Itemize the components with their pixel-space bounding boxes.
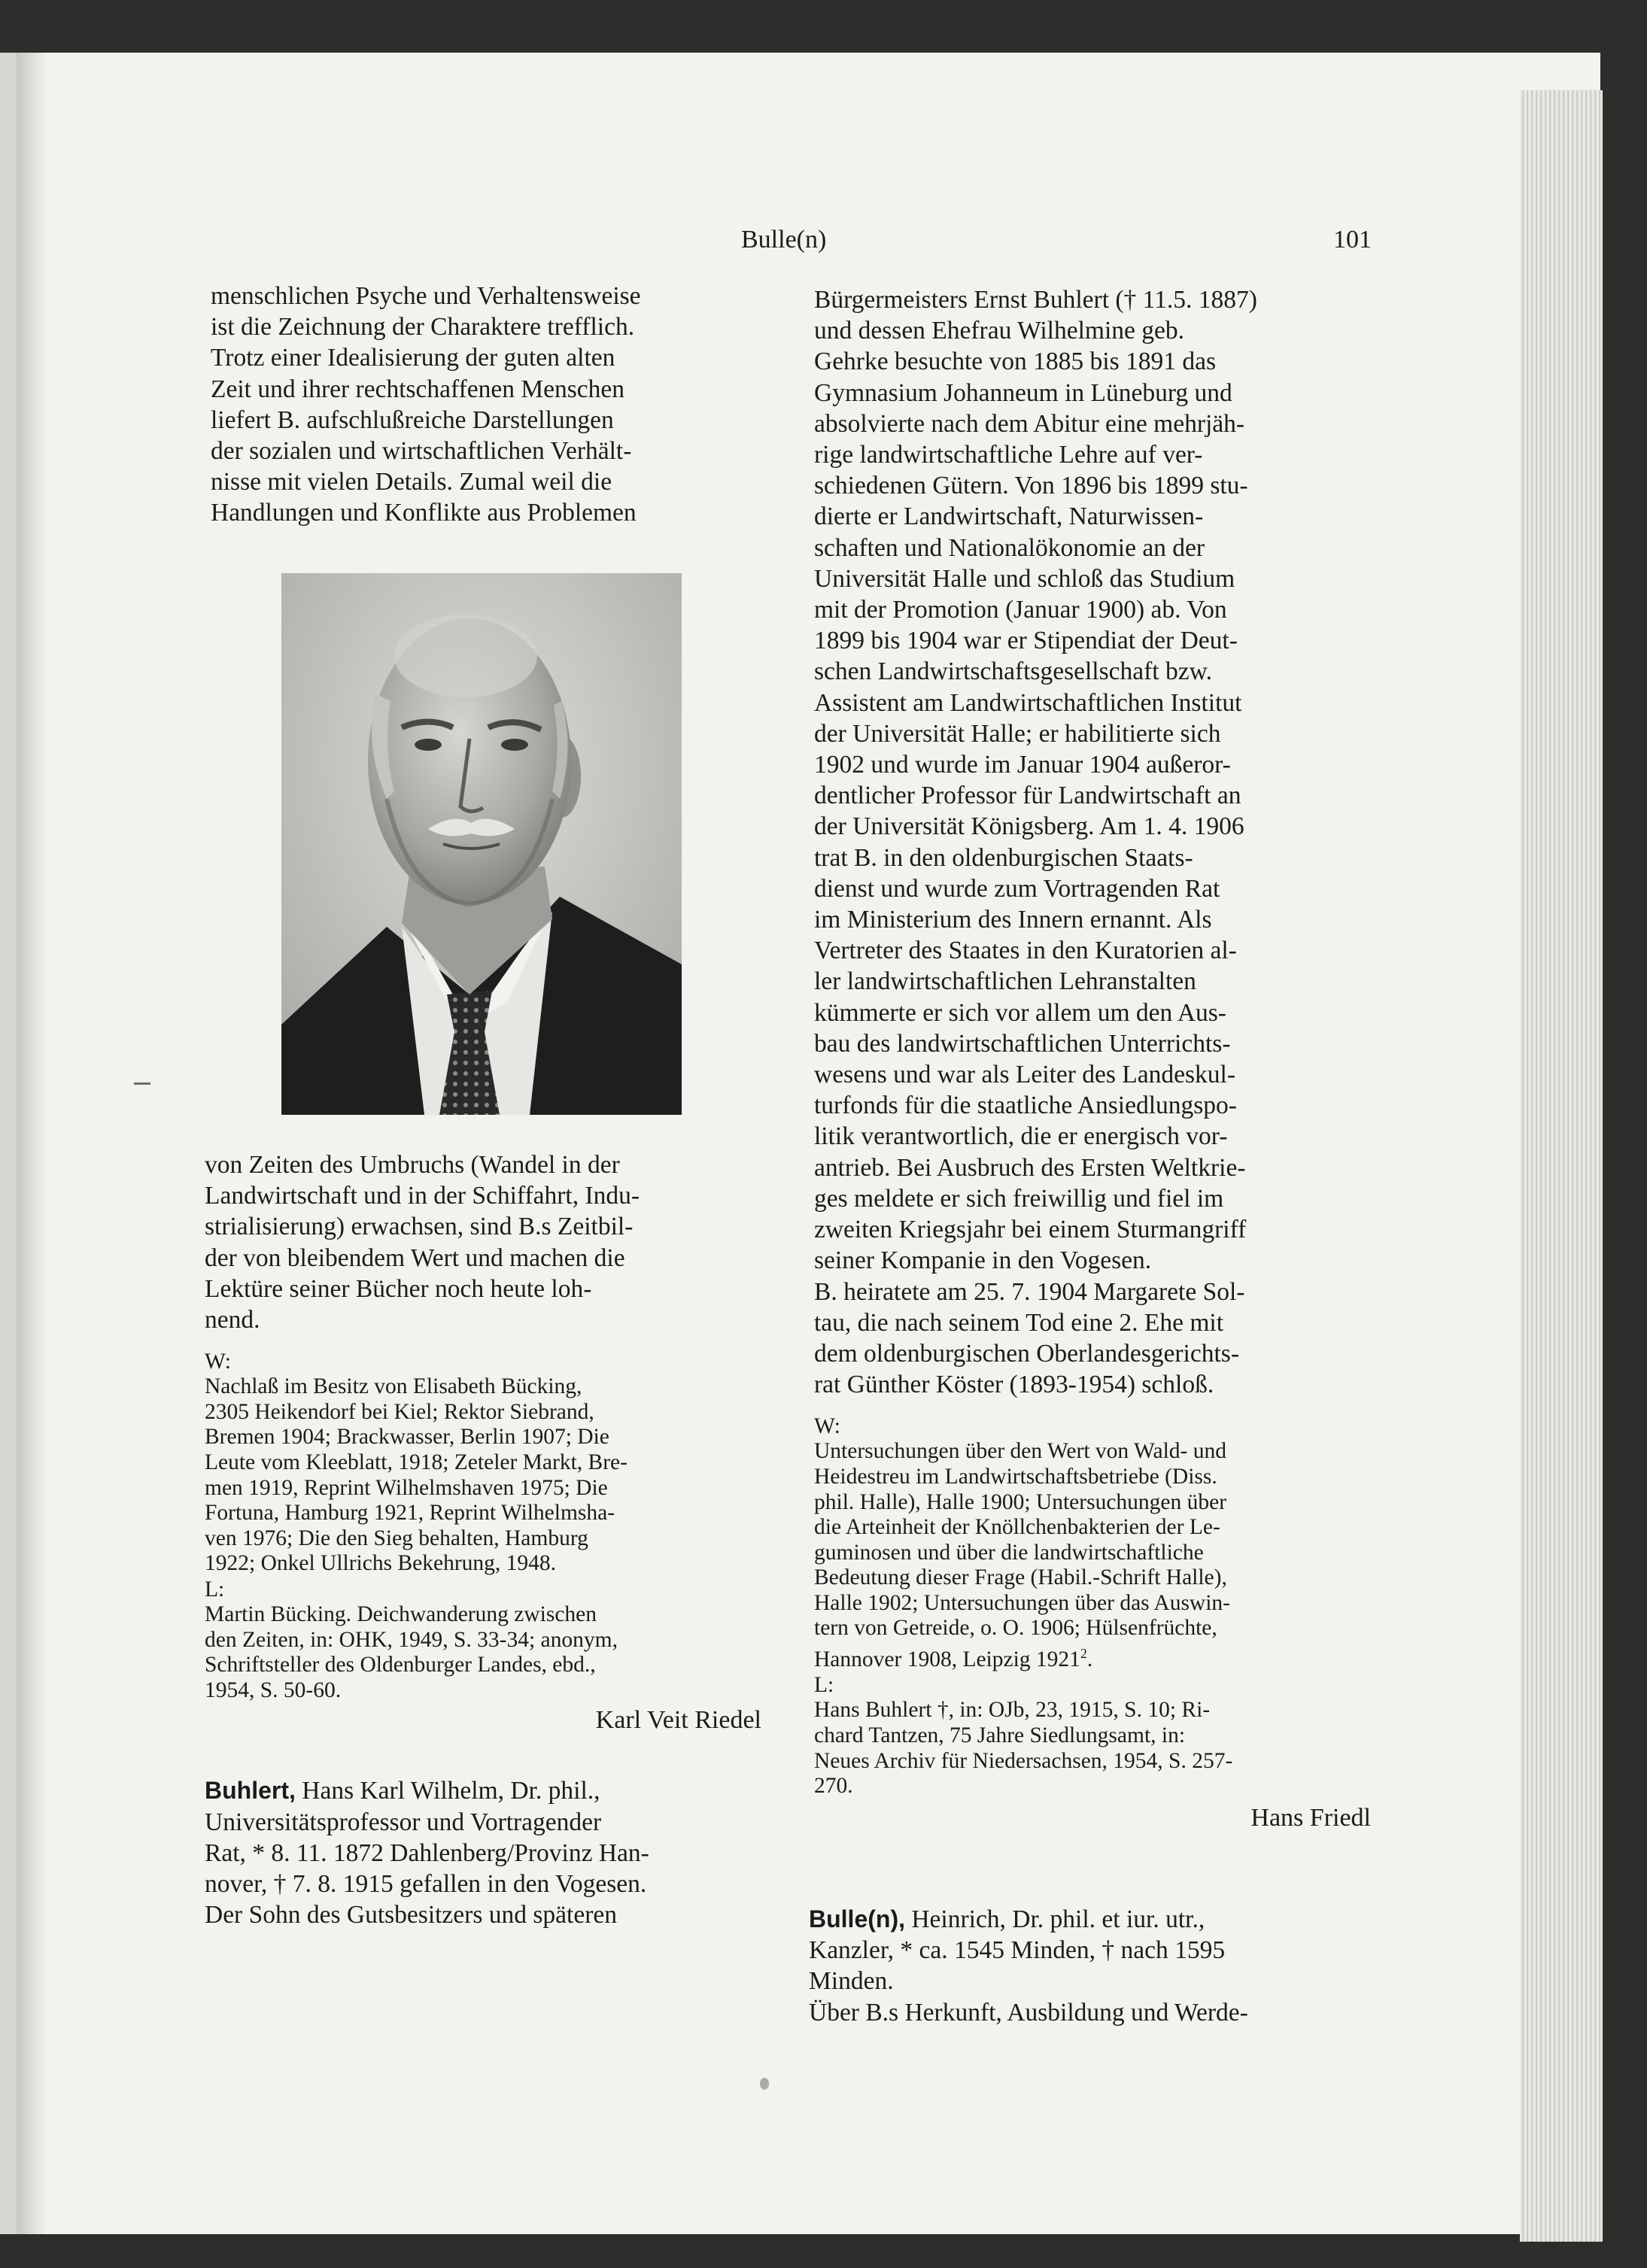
text-line: phil. Halle), Halle 1900; Untersuchungen über — [814, 1489, 1227, 1514]
text-line: ist die Zeichnung der Charaktere trefflich. — [211, 313, 635, 342]
entry-buhlert — [205, 1775, 761, 1930]
text-line: Gehrke besuchte von 1885 bis 1891 das — [814, 348, 1217, 376]
text-line: Rat, * 8. 11. 1872 Dahlenberg/Provinz Han- — [205, 1838, 649, 1867]
left-column-body — [205, 1149, 761, 1930]
text-line: 270. — [814, 1774, 853, 1799]
paper-smudge — [760, 2078, 769, 2090]
text-line: trat B. in den oldenburgischen Staats- — [814, 843, 1193, 872]
text-line: Bedeutung dieser Frage (Habil.-Schrift Halle), — [814, 1565, 1227, 1590]
text-line: ges meldete er sich freiwillig und fiel im — [814, 1184, 1224, 1213]
text-line: im Ministerium des Innern ernannt. Als — [814, 906, 1212, 934]
works-list — [814, 1439, 1371, 1672]
margin-mark — [134, 1082, 150, 1085]
text-line: rat Günther Köster (1893-1954) schloß. — [814, 1371, 1214, 1399]
text-line: Universität Halle und schloß das Studium — [814, 564, 1235, 593]
text-line: Leute vom Kleeblatt, 1918; Zeteler Markt, Bre- — [205, 1450, 628, 1474]
text-line: wesens und war als Leiter des Landeskul- — [814, 1061, 1236, 1089]
text-line: Neues Archiv für Niedersachsen, 1954, S. 257- — [814, 1748, 1233, 1773]
text-line: ler landwirtschaftlichen Lehranstalten — [814, 967, 1196, 996]
text-line: Vertreter des Staates in den Kuratorien al- — [814, 937, 1237, 965]
text-line: Zeit und ihrer rechtschaffenen Menschen — [211, 375, 625, 403]
entry-heading-text: Hans Karl Wilhelm, Dr. phil., — [295, 1777, 600, 1805]
literature-list — [205, 1602, 761, 1703]
text-line: ven 1976; Die den Sieg behalten, Hamburg — [205, 1526, 588, 1550]
text-line: chard Tantzen, 75 Jahre Siedlungsamt, in: — [814, 1723, 1186, 1748]
text-line: 1899 bis 1904 war er Stipendiat der Deut- — [814, 627, 1238, 655]
running-head: Bulle(n) — [741, 226, 827, 254]
text-line: dierte er Landwirtschaft, Naturwissen- — [814, 502, 1204, 531]
literature-label: L: — [205, 1577, 225, 1602]
text-line: der Universität Königsberg. Am 1. 4. 1906 — [814, 812, 1244, 841]
text-line: antrieb. Bei Ausbruch des Ersten Weltkrie- — [814, 1153, 1246, 1182]
text-line: der sozialen und wirtschaftlichen Verhält- — [211, 437, 632, 466]
text-fragment: Hannover 1908, Leipzig 1921 — [814, 1647, 1080, 1671]
text-fragment: . — [1086, 1647, 1093, 1671]
text-line: B. heiratete am 25. 7. 1904 Margarete Sol- — [814, 1277, 1245, 1306]
text-line: litik verantwortlich, die er energisch vor- — [814, 1122, 1228, 1151]
text-line: Kanzler, * ca. 1545 Minden, † nach 1595 — [809, 1936, 1226, 1965]
text-line: dem oldenburgischen Oberlandesgerichts- — [814, 1339, 1239, 1368]
entry-bullen — [809, 1904, 1366, 2028]
entry-heading — [809, 1904, 1366, 1935]
text-line: Handlungen und Konflikte aus Problemen — [211, 499, 637, 527]
text-line: Nachlaß im Besitz von Elisabeth Bücking, — [205, 1374, 582, 1399]
portrait-photo — [281, 573, 682, 1115]
text-line: Lektüre seiner Bücher noch heute loh- — [205, 1274, 592, 1303]
text-line: 1922; Onkel Ullrichs Bekehrung, 1948. — [205, 1551, 557, 1576]
text-line: Minden. — [809, 1967, 894, 1996]
text-line: 1902 und wurde im Januar 1904 außeror- — [814, 751, 1231, 779]
literature-label: L: — [814, 1673, 834, 1698]
text-line: tau, die nach seinem Tod eine 2. Ehe mit — [814, 1308, 1224, 1337]
right-column — [814, 284, 1371, 1834]
text-line: men 1919, Reprint Wilhelmshaven 1975; Die — [205, 1475, 608, 1500]
text-line: Halle 1902; Untersuchungen über das Auswin- — [814, 1590, 1231, 1615]
text-line: Schriftsteller des Oldenburger Landes, ebd., — [205, 1653, 596, 1677]
superscript: 2 — [1080, 1646, 1087, 1662]
text-line: und dessen Ehefrau Wilhelmine geb. — [814, 317, 1185, 345]
text-line: bau des landwirtschaftlichen Unterrichts- — [814, 1029, 1231, 1058]
portrait-illustration — [281, 573, 682, 1115]
text-line: Universitätsprofessor und Vortragender — [205, 1808, 602, 1836]
text-line: Assistent am Landwirtschaftlichen Institut — [814, 688, 1242, 717]
text-line: schen Landwirtschaftsgesellschaft bzw. — [814, 657, 1212, 686]
text-line: rige landwirtschaftliche Lehre auf ver- — [814, 441, 1203, 469]
text-line: seiner Kompanie in den Vogesen. — [814, 1246, 1152, 1275]
page-number: 101 — [1333, 226, 1372, 254]
book-spine — [0, 53, 17, 2234]
text-line: Gymnasium Johanneum in Lüneburg und — [814, 378, 1232, 407]
entry-name: Bulle(n), — [809, 1905, 905, 1933]
text-line: von Zeiten des Umbruchs (Wandel in der — [205, 1151, 620, 1179]
text-line: schiedenen Gütern. Von 1896 bis 1899 stu- — [814, 472, 1248, 500]
text-line: Landwirtschaft und in der Schiffahrt, Indu- — [205, 1182, 640, 1210]
text-line: 1954, S. 50-60. — [205, 1677, 342, 1702]
text-line: den Zeiten, in: OHK, 1949, S. 33-34; anonym, — [205, 1627, 618, 1652]
text-line: liefert B. aufschlußreiche Darstellungen — [211, 405, 614, 434]
text-line: 2305 Heikendorf bei Kiel; Rektor Siebrand, — [205, 1399, 594, 1424]
entry-heading — [205, 1775, 761, 1806]
text-line: Martin Bücking. Deichwanderung zwischen — [205, 1602, 597, 1626]
works-list — [205, 1374, 761, 1577]
text-line: schaften und Nationalökonomie an der — [814, 533, 1205, 562]
author-signature: Hans Friedl — [1250, 1803, 1371, 1832]
text-line: Über B.s Herkunft, Ausbildung und Werde- — [809, 1998, 1248, 2027]
page-fore-edge — [1520, 90, 1603, 2242]
text-line: tern von Getreide, o. O. 1906; Hülsenfrüchte, — [814, 1616, 1217, 1641]
text-line: Der Sohn des Gutsbesitzers und späteren — [205, 1901, 617, 1929]
literature-list — [814, 1698, 1371, 1799]
text-line: strialisierung) erwachsen, sind B.s Zeitbil- — [205, 1213, 634, 1241]
entry-heading-text: Heinrich, Dr. phil. et iur. utr., — [904, 1905, 1205, 1933]
text-line: Bremen 1904; Brackwasser, Berlin 1907; Die — [205, 1425, 609, 1450]
text-line: dienst und wurde zum Vortragenden Rat — [814, 874, 1220, 903]
text-line: Trotz einer Idealisierung der guten alten — [211, 344, 615, 372]
text-line: turfonds für die staatliche Ansiedlungspo- — [814, 1091, 1237, 1120]
text-line: guminosen und über die landwirtschaftliche — [814, 1540, 1204, 1565]
author-signature: Karl Veit Riedel — [595, 1706, 761, 1735]
gutter-shadow — [17, 53, 47, 2234]
text-line — [814, 1641, 1371, 1672]
works-label: W: — [814, 1414, 840, 1439]
text-line: menschlichen Psyche und Verhaltensweise — [211, 282, 641, 310]
left-column-intro — [211, 281, 767, 529]
works-label: W: — [205, 1350, 231, 1374]
text-line: dentlicher Professor für Landwirtschaft an — [814, 782, 1241, 810]
text-line: der von bleibendem Wert und machen die — [205, 1243, 625, 1272]
text-line: Fortuna, Hamburg 1921, Reprint Wilhelmsha- — [205, 1501, 615, 1526]
text-line: Hans Buhlert †, in: OJb, 23, 1915, S. 10; Ri- — [814, 1698, 1211, 1723]
text-line: die Arteinheit der Knöllchenbakterien der Le- — [814, 1515, 1220, 1540]
text-line: zweiten Kriegsjahr bei einem Sturmangriff — [814, 1216, 1247, 1244]
text-line: absolvierte nach dem Abitur eine mehrjäh- — [814, 409, 1245, 438]
text-line: nover, † 7. 8. 1915 gefallen in den Vogesen. — [205, 1869, 647, 1898]
text-line: Untersuchungen über den Wert von Wald- und — [814, 1439, 1226, 1464]
text-line: kümmerte er sich vor allem um den Aus- — [814, 998, 1226, 1027]
text-line: der Universität Halle; er habilitierte sich — [814, 719, 1221, 748]
text-line: Bürgermeisters Ernst Buhlert († 11.5. 1887) — [814, 286, 1257, 314]
text-line: mit der Promotion (Januar 1900) ab. Von — [814, 596, 1227, 624]
entry-name: Buhlert, — [205, 1777, 296, 1805]
text-line: Heidestreu im Landwirtschaftsbetriebe (Diss. — [814, 1464, 1217, 1489]
text-line: nisse mit vielen Details. Zumal weil die — [211, 468, 612, 496]
text-line: nend. — [205, 1306, 260, 1334]
